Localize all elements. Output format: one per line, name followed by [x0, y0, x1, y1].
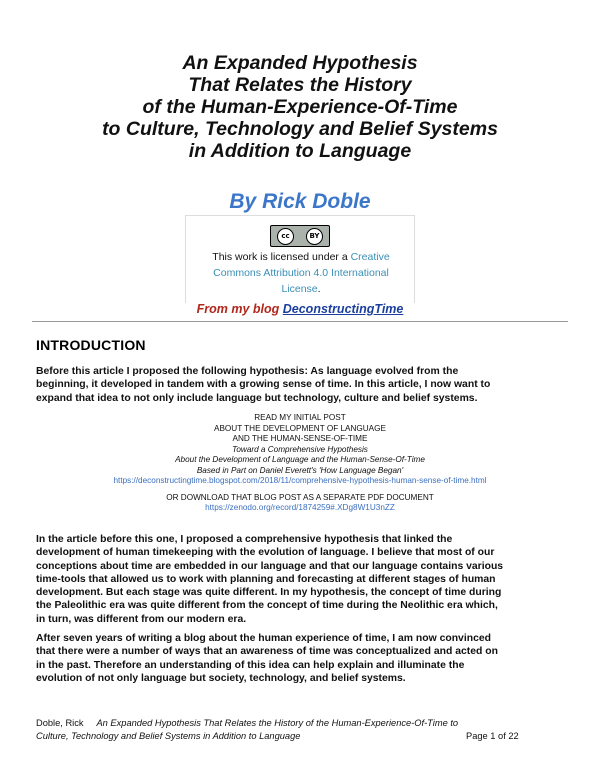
license-text [186, 249, 416, 297]
title-line: of the Human-Experience-Of-Time [142, 96, 458, 118]
blog-prefix: From my blog [196, 302, 283, 316]
reference-block [0, 413, 600, 514]
paragraph-line: development. But each stage was quite different. In my hypothesis, the concept of time during [36, 587, 502, 599]
paragraph-line: the Paleolithic era was quite different from the concept of time during the Neolithic era which, [36, 600, 498, 612]
paragraph-line: development of human timekeeping with the evolution of language. I believe that most of our [36, 547, 495, 559]
cc-by-badge-icon[interactable] [270, 225, 330, 247]
title-line: in Addition to Language [188, 140, 412, 162]
license-period: . [317, 283, 321, 295]
ref-italic-line: About the Development of Language and the Human-Sense-Of-Time [175, 455, 425, 464]
ref-italic-line: Based in Part on Daniel Everett's 'How Language Began' [196, 465, 404, 475]
ref-line: AND THE HUMAN-SENSE-OF-TIME [232, 434, 368, 443]
paragraph-line: in the past. Therefore an understanding of this idea can help explain and illuminate the [36, 659, 465, 671]
title-line: An Expanded Hypothesis [182, 52, 418, 74]
paragraph-line: in turn, was different from our modern era. [36, 613, 247, 625]
zenodo-url-link[interactable]: https://zenodo.org/record/1874259#.XDg8W1U3nZZ [205, 503, 395, 512]
paragraph-line: that there were a number of ways that an awareness of time was conceptualized and acted on [36, 646, 498, 658]
page-number: Page 1 of 22 [466, 730, 519, 741]
paragraph-line: beginning, it developed in tandem with a growing sense of time. In this article, I now want to [36, 379, 491, 391]
paragraph-line: conceptions about time are embedded in our language and that our language contains various [36, 560, 504, 572]
license-link[interactable]: Commons Attribution 4.0 International [213, 267, 389, 279]
blog-link[interactable]: DeconstructingTime [282, 302, 404, 316]
license-prefix: This work is licensed under a [212, 251, 351, 263]
paragraph-line: time-tools that allowed us to work with planning and forecasting at different stages of human [36, 573, 496, 585]
license-link[interactable]: Creative [350, 251, 390, 263]
title-line: That Relates the History [188, 74, 412, 96]
body-paragraph [36, 533, 566, 626]
title-line: to Culture, Technology and Belief Systems [102, 118, 498, 140]
paragraph-line: In the article before this one, I proposed a comprehensive hypothesis that linked the [36, 534, 453, 545]
document-title [30, 52, 570, 162]
footer-title: Culture, Technology and Belief Systems in Addition to Language [36, 730, 301, 741]
paragraph-line: evolution of not only language but society, technology, and belief systems. [36, 672, 406, 684]
paragraph-line: expand that idea to not only include language but technology, culture and belief systems. [36, 392, 478, 404]
ref-line: ABOUT THE DEVELOPMENT OF LANGUAGE [214, 423, 386, 433]
cc-icon: cc [277, 228, 294, 245]
footer-author: Doble, Rick [36, 718, 84, 728]
license-link[interactable]: License [281, 283, 318, 295]
paragraph-line: After seven years of writing a blog about the human experience of time, I am now convinced [36, 633, 491, 644]
blog-post-url-link[interactable]: https://deconstructingtime.blogspot.com/2018/11/comprehensive-hypothesis-human-sense-of-time.html [113, 476, 487, 485]
author-byline: By Rick Doble [229, 190, 371, 213]
ref-line: READ MY INITIAL POST [254, 413, 346, 422]
section-heading: INTRODUCTION [36, 337, 146, 353]
by-person-icon: BY [306, 228, 323, 245]
body-paragraph [36, 632, 566, 685]
blog-line [0, 302, 600, 316]
horizontal-divider [32, 321, 568, 322]
download-line: OR DOWNLOAD THAT BLOG POST AS A SEPARATE PDF DOCUMENT [166, 492, 434, 502]
ref-italic-line: Toward a Comprehensive Hypothesis [232, 444, 368, 454]
intro-paragraph [36, 365, 566, 405]
license-box [185, 215, 415, 303]
footer-title: An Expanded Hypothesis That Relates the History of the Human-Experience-Of-Time to [96, 718, 459, 728]
page-footer [36, 717, 566, 742]
paragraph-line: Before this article I proposed the following hypothesis: As language evolved from the [36, 366, 459, 377]
